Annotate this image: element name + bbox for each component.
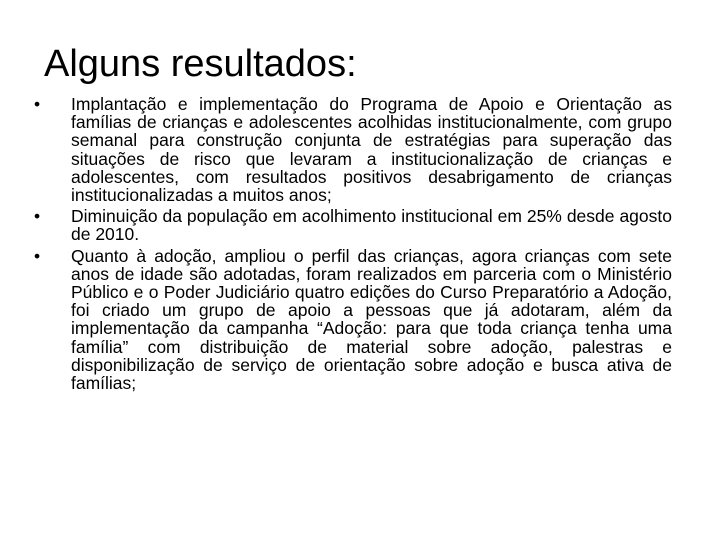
bullet-item-diminuicao — [34, 207, 672, 243]
bullet-text: Quanto à adoção, ampliou o perfil das crianças, agora crianças com sete anos de idade são adotadas, foram realizados em parceria com o Ministério Público e o Poder Judiciário quatro edições do Curso Preparatório a Adoção, foi criado um grupo de apoio a pessoas que já adotaram, além da implementação da campanha “Adoção: para que toda criança tenha uma família” com distribuição de material sobre adoção, palestras e disponibilização de serviço de orientação sobre adoção e busca ativa de famílias; — [71, 245, 672, 394]
bullet-item-implantacao — [34, 95, 672, 204]
bullet-item-adocao — [34, 247, 672, 393]
bullet-text: Implantação e implementação do Programa de Apoio e Orientação as famílias de crianças e adolescentes acolhidas institucionalmente, com grupo semanal para construção conjunta de estratégias para superação das situações de risco que levaram a institucionalização de crianças e adolescentes, com resultados positivos desabrigamento de crianças institucionalizadas a muitos anos; — [71, 94, 672, 206]
slide-title: Alguns resultados: — [44, 43, 357, 85]
bullet-icon: • — [34, 245, 41, 266]
bullet-icon: • — [34, 94, 41, 114]
bullet-text: Diminuição da população em acolhimento institucional em 25% desde agosto de 2010. — [71, 206, 672, 245]
bullet-icon: • — [34, 206, 41, 227]
bullet-list — [34, 95, 672, 395]
